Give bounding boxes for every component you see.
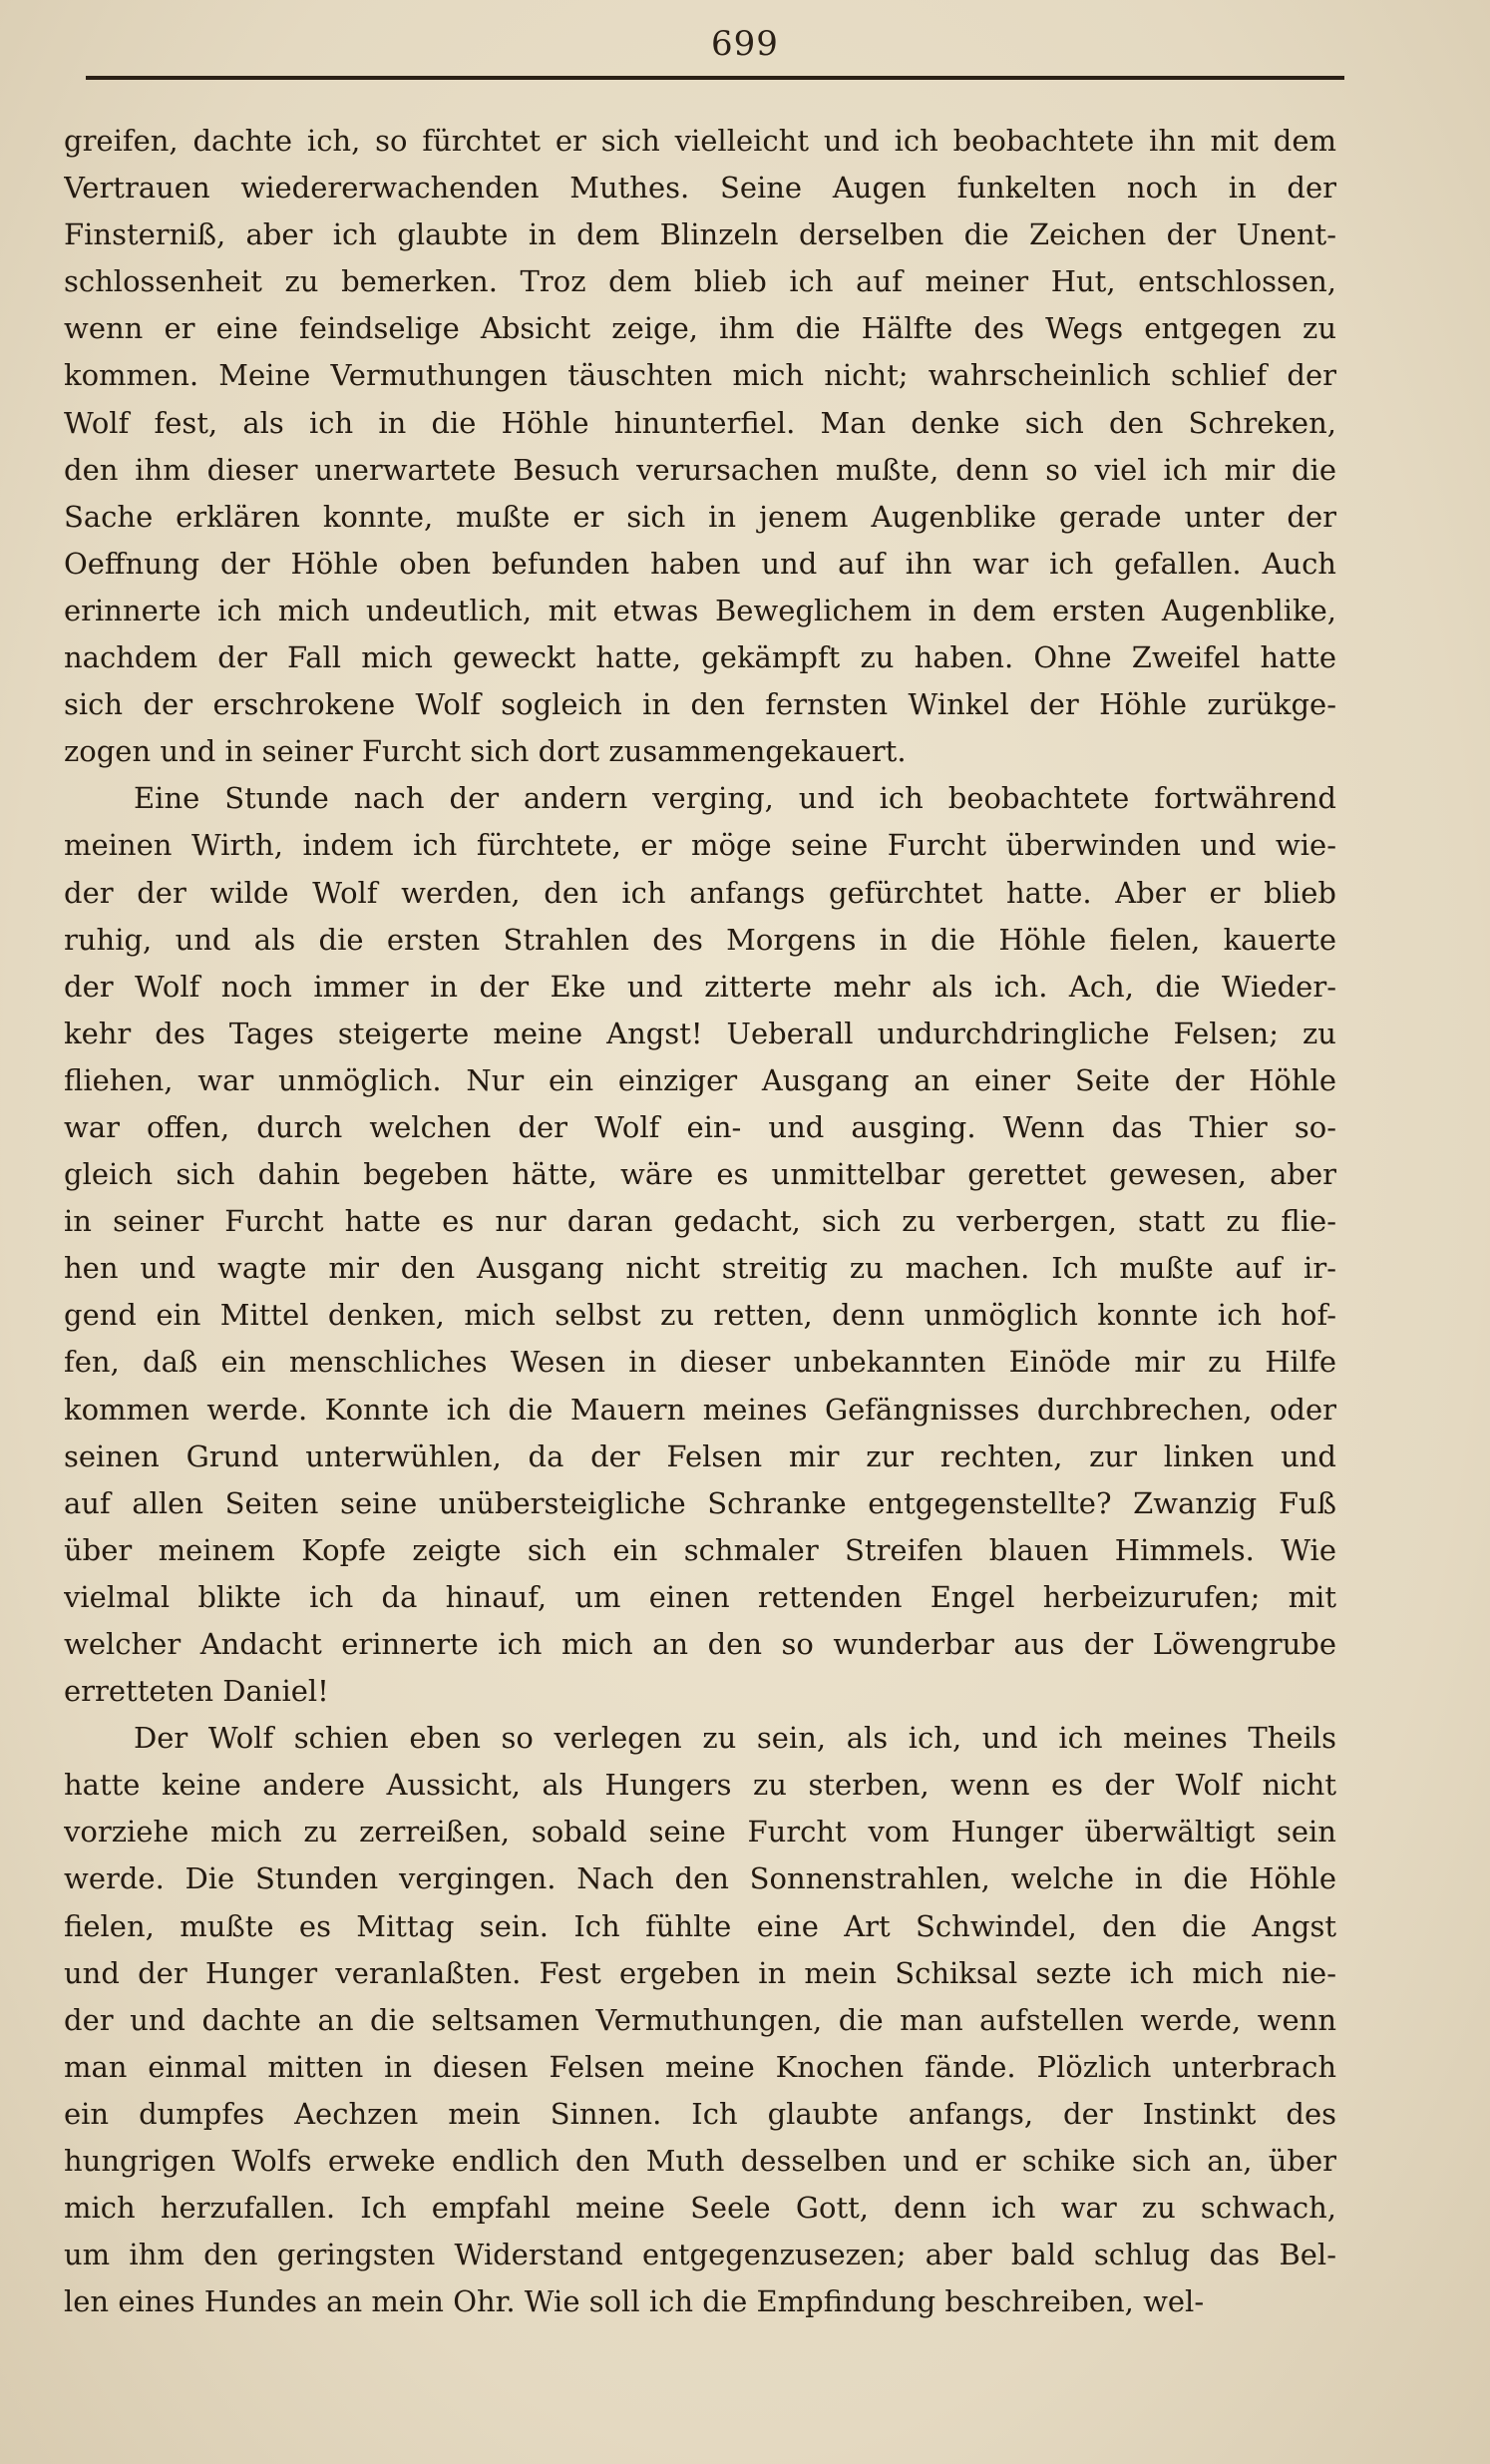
text-line: fielen, mußte es Mittag sein. Ich fühlte eine Art Schwindel, den die Angst xyxy=(64,1908,1336,1943)
header-rule xyxy=(86,76,1344,80)
text-line: hen und wagte mir den Ausgang nicht streitig zu machen. Ich mußte auf ir- xyxy=(64,1251,1336,1286)
page-number: 699 xyxy=(711,24,779,64)
text-line: war offen, durch welchen der Wolf ein- und ausging. Wenn das Thier so- xyxy=(64,1109,1336,1144)
text-line: über meinem Kopfe zeigte sich ein schmaler Streifen blauen Himmels. Wie xyxy=(64,1532,1336,1567)
text-line: werde. Die Stunden vergingen. Nach den Sonnenstrahlen, welche in die Höhle xyxy=(64,1861,1336,1896)
text-line: ein dumpfes Aechzen mein Sinnen. Ich glaubte anfangs, der Instinkt des xyxy=(64,2096,1336,2131)
paragraph xyxy=(64,118,1336,775)
text-line: schlossenheit zu bemerken. Troz dem blieb ich auf meiner Hut, entschlossen, xyxy=(64,264,1336,299)
text-line: Wolf fest, als ich in die Höhle hinunterfiel. Man denke sich den Schreken, xyxy=(64,405,1336,440)
text-line: und der Hunger veranlaßten. Fest ergeben in mein Schiksal sezte ich mich nie- xyxy=(64,1955,1336,1990)
text-line: wenn er eine feindselige Absicht zeige, ihm die Hälfte des Wegs entgegen zu xyxy=(64,311,1336,346)
text-line: vielmal blikte ich da hinauf, um einen rettenden Engel herbeizurufen; mit xyxy=(64,1579,1336,1614)
text-line: len eines Hundes an mein Ohr. Wie soll ich die Empfindung beschreiben, wel- xyxy=(64,2284,1205,2319)
text-line: fliehen, war unmöglich. Nur ein einziger Ausgang an einer Seite der Höhle xyxy=(64,1062,1336,1097)
text-line: um ihm den geringsten Widerstand entgegenzusezen; aber bald schlug das Bel- xyxy=(64,2238,1336,2272)
text-line: meinen Wirth, indem ich fürchtete, er möge seine Furcht überwinden und wie- xyxy=(64,828,1336,863)
text-line: in seiner Furcht hatte es nur daran gedacht, sich zu verbergen, statt zu flie- xyxy=(64,1204,1336,1239)
text-line: mich herzufallen. Ich empfahl meine Seele Gott, denn ich war zu schwach, xyxy=(64,2191,1336,2226)
text-line: erretteten Daniel! xyxy=(64,1674,329,1709)
text-line: erinnerte ich mich undeutlich, mit etwas Beweglichem in dem ersten Augenblike, xyxy=(64,593,1336,627)
text-line: hungrigen Wolfs erweke endlich den Muth desselben und er schike sich an, über xyxy=(64,2144,1336,2179)
text-line: kommen werde. Konnte ich die Mauern meines Gefängnisses durchbrechen, oder xyxy=(64,1392,1336,1427)
text-line: hatte keine andere Aussicht, als Hungers zu sterben, wenn es der Wolf nicht xyxy=(64,1768,1336,1803)
text-line: welcher Andacht erinnerte ich mich an den so wunderbar aus der Löwengrube xyxy=(64,1627,1336,1661)
text-line: Der Wolf schien eben so verlegen zu sein, als ich, und ich meines Theils xyxy=(134,1721,1336,1756)
text-line: sich der erschrokene Wolf sogleich in den fernsten Winkel der Höhle zurükge- xyxy=(64,687,1336,722)
text-line: Finsterniß, aber ich glaubte in dem Blinzeln derselben die Zeichen der Unent- xyxy=(64,217,1336,252)
text-line: gleich sich dahin begeben hätte, wäre es unmittelbar gerettet gewesen, aber xyxy=(64,1157,1336,1192)
text-line: der Wolf noch immer in der Eke und zitterte mehr als ich. Ach, die Wieder- xyxy=(64,969,1336,1004)
paragraph xyxy=(64,775,1336,1715)
text-line: seinen Grund unterwühlen, da der Felsen mir zur rechten, zur linken und xyxy=(64,1438,1336,1473)
paragraph xyxy=(64,1715,1336,2325)
text-line: zogen und in seiner Furcht sich dort zusammengekauert. xyxy=(64,734,907,769)
text-line: kommen. Meine Vermuthungen täuschten mich nicht; wahrscheinlich schlief der xyxy=(64,358,1336,393)
text-line: kehr des Tages steigerte meine Angst! Ueberall undurchdringliche Felsen; zu xyxy=(64,1016,1336,1050)
text-line: Eine Stunde nach der andern verging, und ich beobachtete fortwährend xyxy=(134,781,1336,816)
text-line: Vertrauen wiedererwachenden Muthes. Seine Augen funkelten noch in der xyxy=(64,171,1336,205)
text-line: ruhig, und als die ersten Strahlen des Morgens in die Höhle fielen, kauerte xyxy=(64,922,1336,957)
text-line: der der wilde Wolf werden, den ich anfangs gefürchtet hatte. Aber er blieb xyxy=(64,875,1336,910)
text-line: auf allen Seiten seine unübersteigliche Schranke entgegenstellte? Zwanzig Fuß xyxy=(64,1485,1336,1520)
text-line: den ihm dieser unerwartete Besuch verursachen mußte, denn so viel ich mir die xyxy=(64,452,1336,487)
text-line: gend ein Mittel denken, mich selbst zu retten, denn unmöglich konnte ich hof- xyxy=(64,1298,1336,1333)
text-line: nachdem der Fall mich geweckt hatte, gekämpft zu haben. Ohne Zweifel hatte xyxy=(64,640,1336,675)
text-line: vorziehe mich zu zerreißen, sobald seine Furcht vom Hunger überwältigt sein xyxy=(64,1815,1336,1849)
text-line: Sache erklären konnte, mußte er sich in jenem Augenblike gerade unter der xyxy=(64,499,1336,534)
text-line: Oeffnung der Höhle oben befunden haben und auf ihn war ich gefallen. Auch xyxy=(64,546,1336,581)
text-line: greifen, dachte ich, so fürchtet er sich vielleicht und ich beobachtete ihn mit dem xyxy=(64,124,1336,158)
text-line: man einmal mitten in diesen Felsen meine Knochen fände. Plözlich unterbrach xyxy=(64,2049,1336,2084)
text-line: der und dachte an die seltsamen Vermuthungen, die man aufstellen werde, wenn xyxy=(64,2002,1336,2037)
body-text xyxy=(64,118,1336,2325)
text-line: fen, daß ein menschliches Wesen in dieser unbekannten Einöde mir zu Hilfe xyxy=(64,1345,1336,1380)
